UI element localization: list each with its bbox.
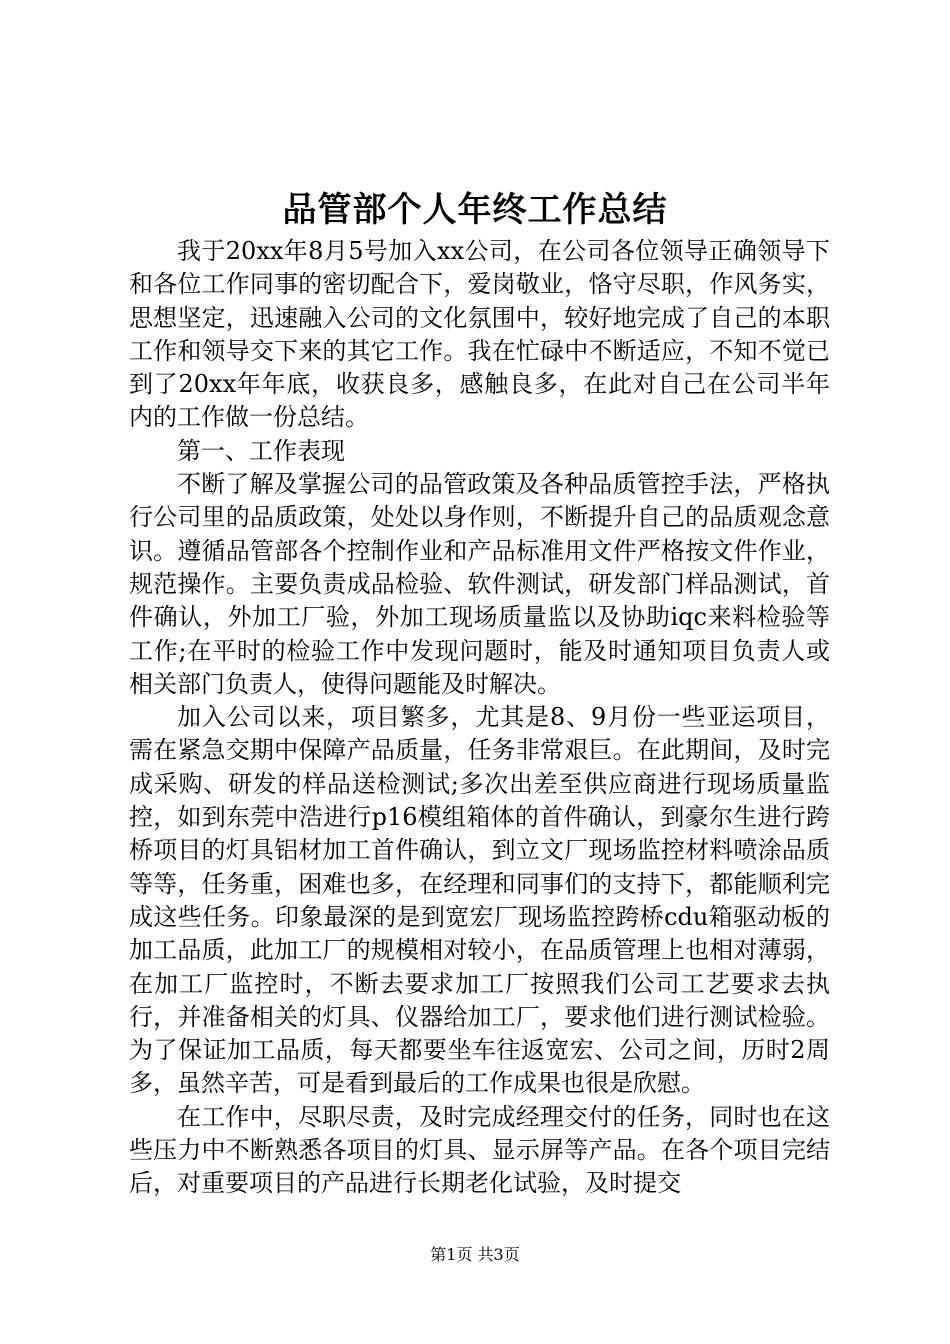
paragraph-projects: 加入公司以来，项目繁多，尤其是8、9月份一些亚运项目，需在紧急交期中保障产品质量，任务非常艰巨。在此期间，及时完成采购、研发的样品送检测试;多次出差至供应商进行现场质量监控，如到东莞中浩进行p16模组箱体的首件确认，到豪尔生进行跨桥项目的灯具铝材加工首件确认，到立文厂现场监控材料喷涂品质等等，任务重，困难也多，在经理和同事们的支持下，都能顺利完成这些任务。印象最深的是到宽宏厂现场监控跨桥cdu箱驱动板的加工品质，此加工厂的规模相对较小，在品质管理上也相对薄弱，在加工厂监控时，不断去要求加工厂按照我们公司工艺要求去执行，并准备相关的灯具、仪器给加工厂，要求他们进行测试检验。为了保证加工品质，每天都要坐车往返宽宏、公司之间，历时2周多，虽然辛苦，可是看到最后的工作成果也很是欣慰。 [129,703,830,1098]
document-body [129,235,830,1201]
page-footer: 第1页 共3页 [430,1245,520,1264]
paragraph-intro: 我于20xx年8月5号加入xx公司，在公司各位领导正确领导下和各位工作同事的密切配合下，爱岗敬业，恪守尽职，作风务实，思想坚定，迅速融入公司的文化氛围中，较好地完成了自己的本职工作和领导交下来的其它工作。我在忙碌中不断适应，不知不觉已到了20xx年年底，收获良多，感触良多，在此对自己在公司半年内的工作做一份总结。 [129,237,830,432]
section-heading-work-performance: 第一、工作表现 [177,436,345,465]
paragraph-quality-policy: 不断了解及掌握公司的品管政策及各种品质管控手法，严格执行公司里的品质政策，处处以身作则，不断提升自己的品质观念意识。遵循品管部各个控制作业和产品标准用文件严格按文件作业，规范操作。主要负责成品检验、软件测试，研发部门样品测试，首件确认，外加工厂验，外加工现场质量监以及协助iqc来料检验等工作;在平时的检验工作中发现问题时，能及时通知项目负责人或相关部门负责人，使得问题能及时解决。 [129,470,830,698]
paragraph-duties: 在工作中，尽职尽责，及时完成经理交付的任务，同时也在这些压力中不断熟悉各项目的灯具、显示屏等产品。在各个项目完结后，对重要项目的产品进行长期老化试验，及时提交 [129,1102,830,1198]
document-title: 品管部个人年终工作总结 [282,190,668,230]
